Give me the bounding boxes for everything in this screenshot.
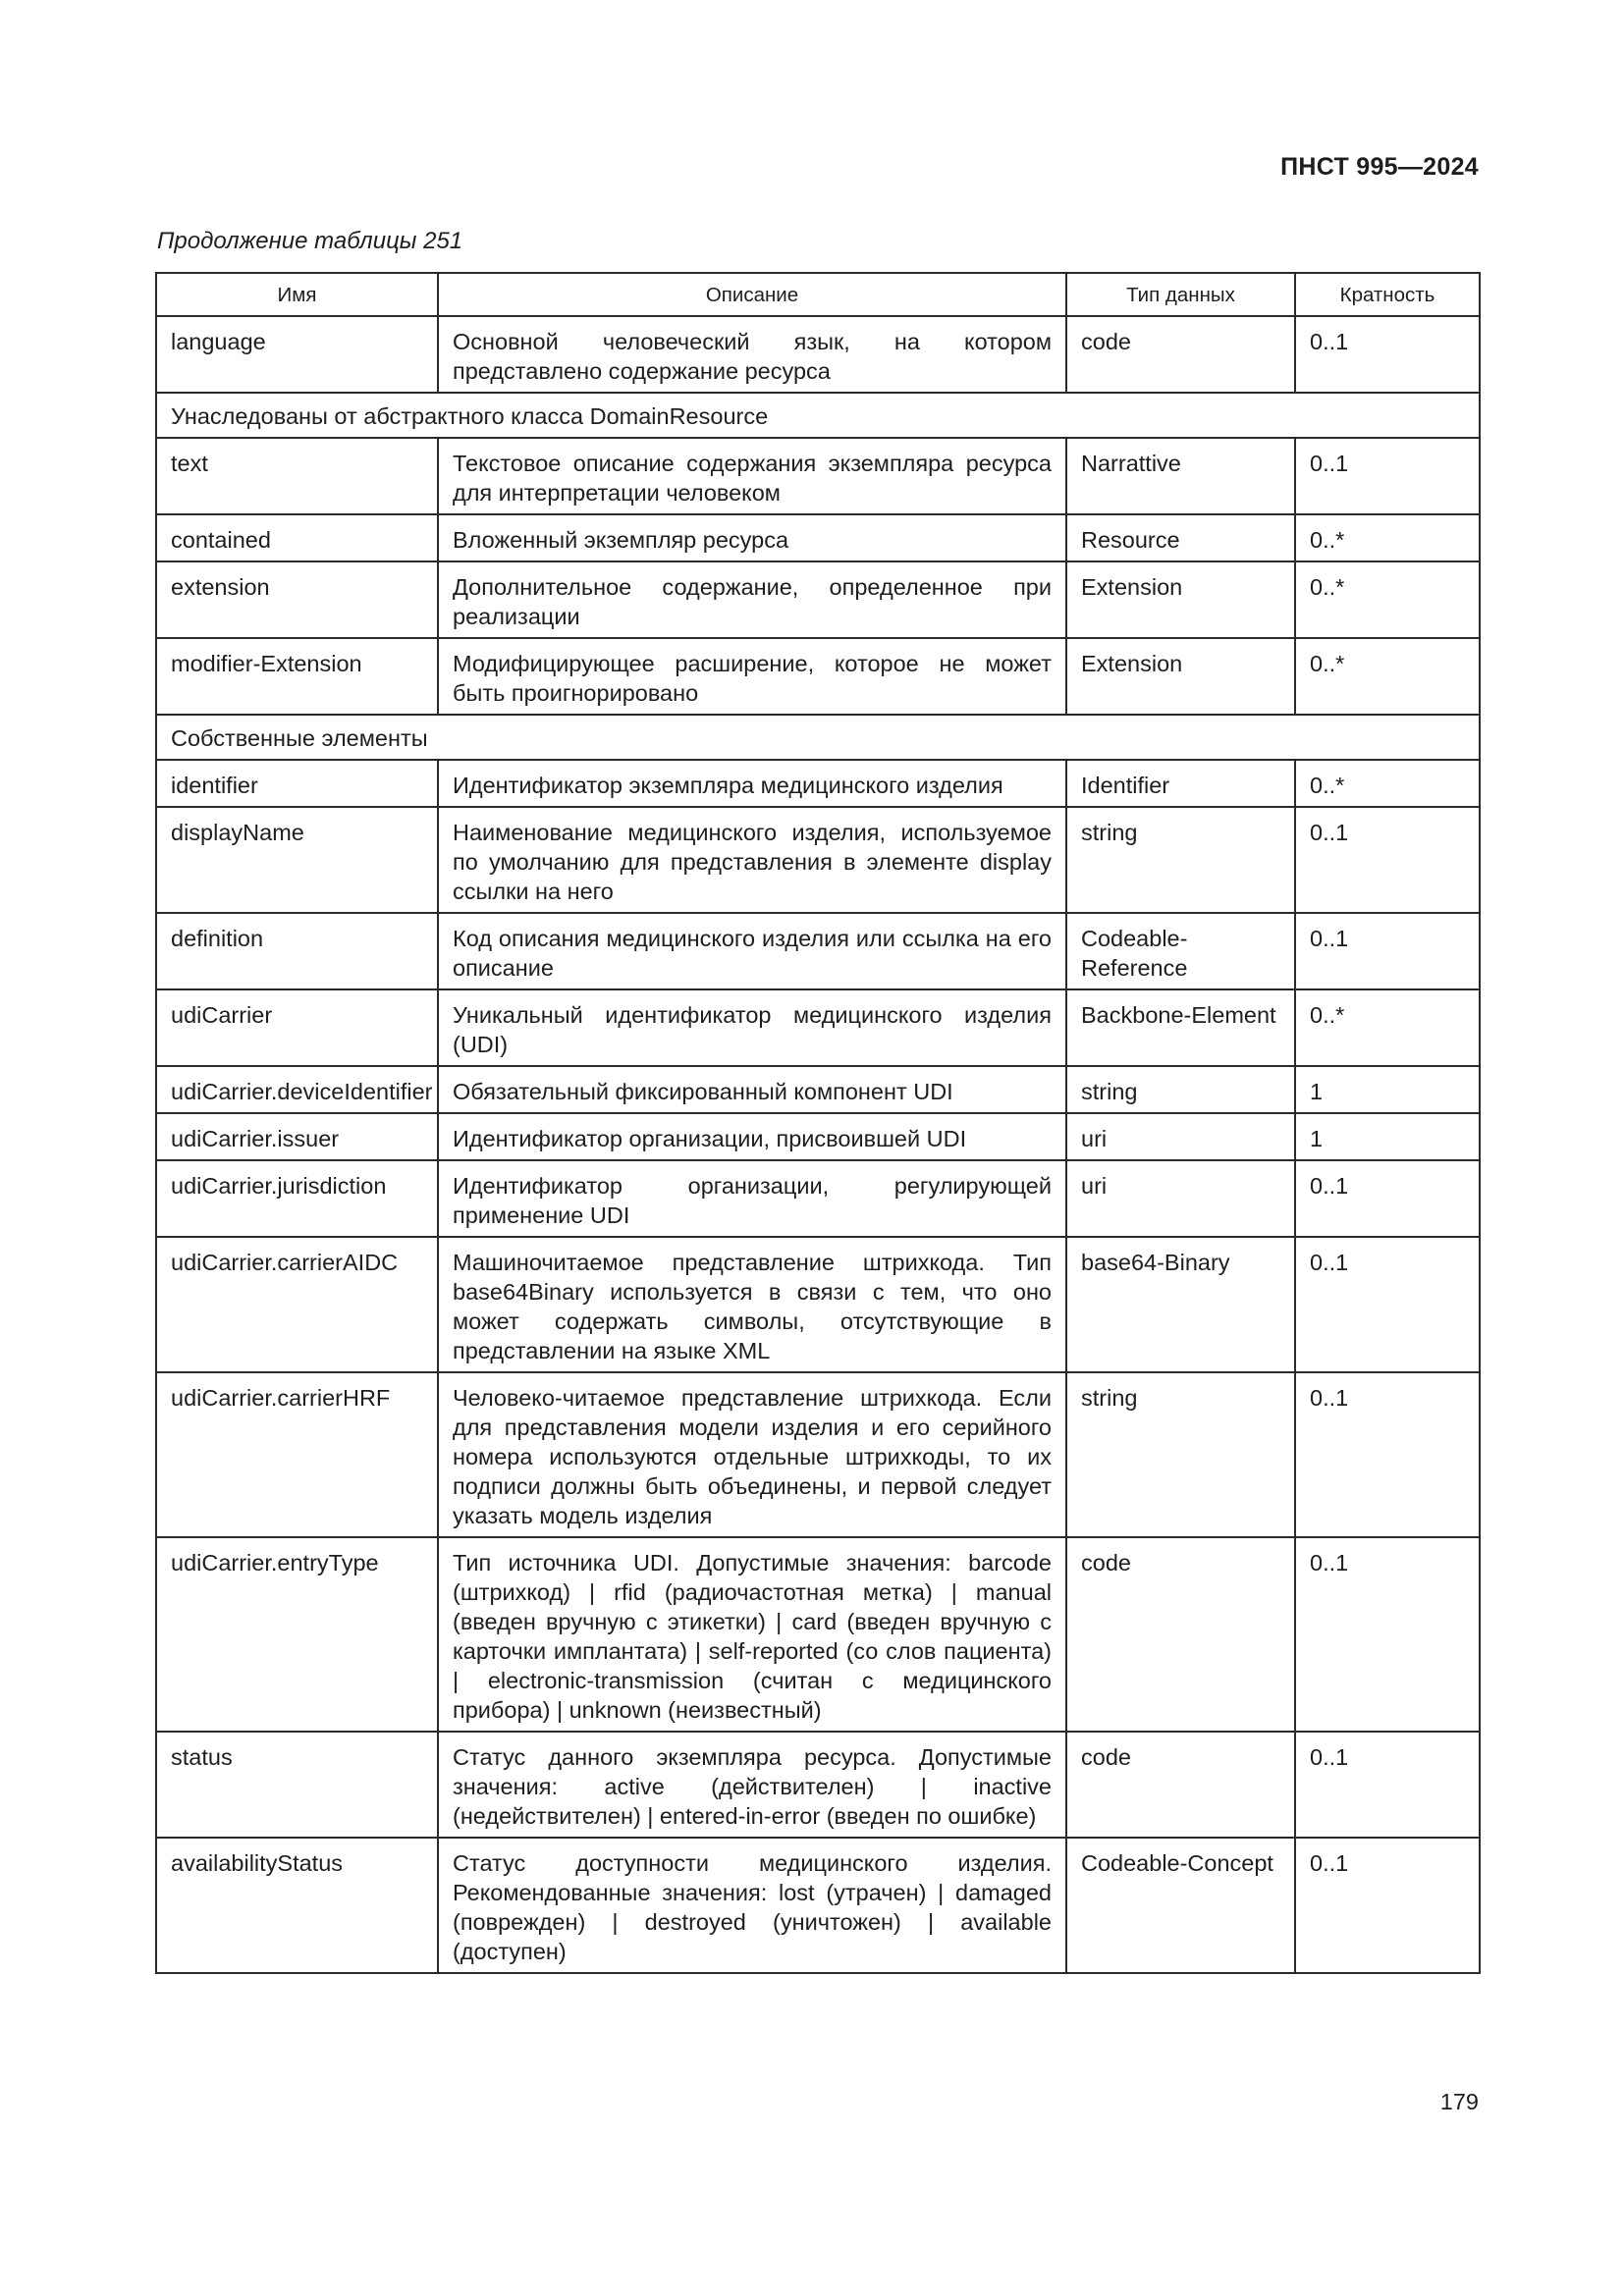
cell-name: udiCarrier — [156, 989, 438, 1066]
cell-type: Codeable-Concept — [1066, 1838, 1295, 1973]
cell-multiplicity: 1 — [1295, 1113, 1480, 1160]
table-body — [156, 316, 1480, 1973]
cell-name: udiCarrier.carrierAIDC — [156, 1237, 438, 1372]
cell-description: Обязательный фиксированный компонент UDI — [438, 1066, 1066, 1113]
table-row — [156, 1838, 1480, 1973]
cell-description: Статус данного экземпляра ресурса. Допустимые значения: active (действителен) | inactive (недействителен) | entered-in-error (введен по ошибке) — [438, 1732, 1066, 1838]
table-row — [156, 514, 1480, 561]
cell-description: Человеко-читаемое представление штрихкода. Если для представления модели изделия и его серийного номера используются отдельные штрихкоды, то их подписи должны быть объединены, и первой следует указать модель изделия — [438, 1372, 1066, 1537]
cell-name: udiCarrier.deviceIdentifier — [156, 1066, 438, 1113]
cell-name: modifier-Extension — [156, 638, 438, 715]
cell-type: Resource — [1066, 514, 1295, 561]
cell-multiplicity: 0..* — [1295, 514, 1480, 561]
column-header-name: Имя — [156, 273, 438, 316]
cell-multiplicity: 0..1 — [1295, 807, 1480, 913]
cell-type: code — [1066, 1732, 1295, 1838]
cell-name: availabilityStatus — [156, 1838, 438, 1973]
cell-description: Тип источника UDI. Допустимые значения: barcode (штрихкод) | rfid (радиочастотная метка) | manual (введен вручную с этикетки) | card (введен вручную с карточки имплантата) | self-reported (со слов пациента) | electronic-transmission (считан с медицинского прибора) | unknown (неизвестный) — [438, 1537, 1066, 1732]
cell-type: code — [1066, 316, 1295, 393]
section-row — [156, 715, 1480, 760]
table-row — [156, 1113, 1480, 1160]
cell-multiplicity: 0..* — [1295, 638, 1480, 715]
cell-name: udiCarrier.jurisdiction — [156, 1160, 438, 1237]
cell-multiplicity: 0..1 — [1295, 1732, 1480, 1838]
cell-multiplicity: 0..1 — [1295, 1372, 1480, 1537]
cell-type: code — [1066, 1537, 1295, 1732]
cell-type: Identifier — [1066, 760, 1295, 807]
cell-type: Backbone-Element — [1066, 989, 1295, 1066]
page-number: 179 — [1439, 2089, 1479, 2114]
section-row — [156, 393, 1480, 438]
cell-multiplicity: 0..1 — [1295, 1237, 1480, 1372]
table-row — [156, 1732, 1480, 1838]
cell-type: string — [1066, 807, 1295, 913]
cell-name: identifier — [156, 760, 438, 807]
table-row — [156, 1372, 1480, 1537]
cell-multiplicity: 1 — [1295, 1066, 1480, 1113]
cell-type: Codeable-Reference — [1066, 913, 1295, 989]
cell-multiplicity: 0..* — [1295, 989, 1480, 1066]
cell-multiplicity: 0..1 — [1295, 1537, 1480, 1732]
table-row — [156, 561, 1480, 638]
cell-description: Код описания медицинского изделия или ссылка на его описание — [438, 913, 1066, 989]
table-row — [156, 316, 1480, 393]
section-label: Собственные элементы — [156, 715, 1480, 760]
cell-description: Идентификатор организации, присвоившей UDI — [438, 1113, 1066, 1160]
table-row — [156, 913, 1480, 989]
column-header-type: Тип данных — [1066, 273, 1295, 316]
cell-description: Наименование медицинского изделия, используемое по умолчанию для представления в элементе display ссылки на него — [438, 807, 1066, 913]
cell-description: Основной человеческий язык, на котором представлено содержание ресурса — [438, 316, 1066, 393]
column-header-description: Описание — [438, 273, 1066, 316]
table-row — [156, 1237, 1480, 1372]
cell-name: text — [156, 438, 438, 514]
table-header-row — [156, 273, 1480, 316]
cell-multiplicity: 0..1 — [1295, 1838, 1480, 1973]
table-row — [156, 989, 1480, 1066]
cell-type: string — [1066, 1066, 1295, 1113]
cell-type: Extension — [1066, 561, 1295, 638]
cell-multiplicity: 0..* — [1295, 760, 1480, 807]
cell-description: Вложенный экземпляр ресурса — [438, 514, 1066, 561]
cell-description: Текстовое описание содержания экземпляра ресурса для интерпретации человеком — [438, 438, 1066, 514]
cell-name: udiCarrier.carrierHRF — [156, 1372, 438, 1537]
cell-name: udiCarrier.issuer — [156, 1113, 438, 1160]
cell-name: definition — [156, 913, 438, 989]
cell-multiplicity: 0..* — [1295, 561, 1480, 638]
cell-name: contained — [156, 514, 438, 561]
cell-type: string — [1066, 1372, 1295, 1537]
table-row — [156, 1537, 1480, 1732]
cell-type: Extension — [1066, 638, 1295, 715]
cell-description: Уникальный идентификатор медицинского изделия (UDI) — [438, 989, 1066, 1066]
table-row — [156, 1066, 1480, 1113]
cell-multiplicity: 0..1 — [1295, 913, 1480, 989]
cell-name: extension — [156, 561, 438, 638]
cell-type: base64-Binary — [1066, 1237, 1295, 1372]
cell-multiplicity: 0..1 — [1295, 1160, 1480, 1237]
table-row — [156, 807, 1480, 913]
cell-type: Narrattive — [1066, 438, 1295, 514]
cell-description: Идентификатор организации, регулирующей применение UDI — [438, 1160, 1066, 1237]
cell-name: displayName — [156, 807, 438, 913]
table-row — [156, 638, 1480, 715]
table-row — [156, 1160, 1480, 1237]
cell-description: Идентификатор экземпляра медицинского изделия — [438, 760, 1066, 807]
document-code: ПНСТ 995—2024 — [1280, 153, 1479, 181]
cell-name: udiCarrier.entryType — [156, 1537, 438, 1732]
cell-description: Дополнительное содержание, определенное при реализации — [438, 561, 1066, 638]
cell-type: uri — [1066, 1113, 1295, 1160]
cell-type: uri — [1066, 1160, 1295, 1237]
cell-multiplicity: 0..1 — [1295, 438, 1480, 514]
cell-name: status — [156, 1732, 438, 1838]
column-header-multiplicity: Кратность — [1295, 273, 1480, 316]
cell-description: Модифицирующее расширение, которое не может быть проигнорировано — [438, 638, 1066, 715]
cell-multiplicity: 0..1 — [1295, 316, 1480, 393]
section-label: Унаследованы от абстрактного класса DomainResource — [156, 393, 1480, 438]
cell-description: Машиночитаемое представление штрихкода. Тип base64Binary используется в связи с тем, что оно может содержать символы, отсутствующие в представлении на языке XML — [438, 1237, 1066, 1372]
table-caption: Продолжение таблицы 251 — [157, 228, 463, 254]
table-row — [156, 760, 1480, 807]
table-row — [156, 438, 1480, 514]
spec-table — [155, 272, 1481, 1974]
cell-name: language — [156, 316, 438, 393]
cell-description: Статус доступности медицинского изделия. Рекомендованные значения: lost (утрачен) | damaged (поврежден) | destroyed (уничтожен) | available (доступен) — [438, 1838, 1066, 1973]
